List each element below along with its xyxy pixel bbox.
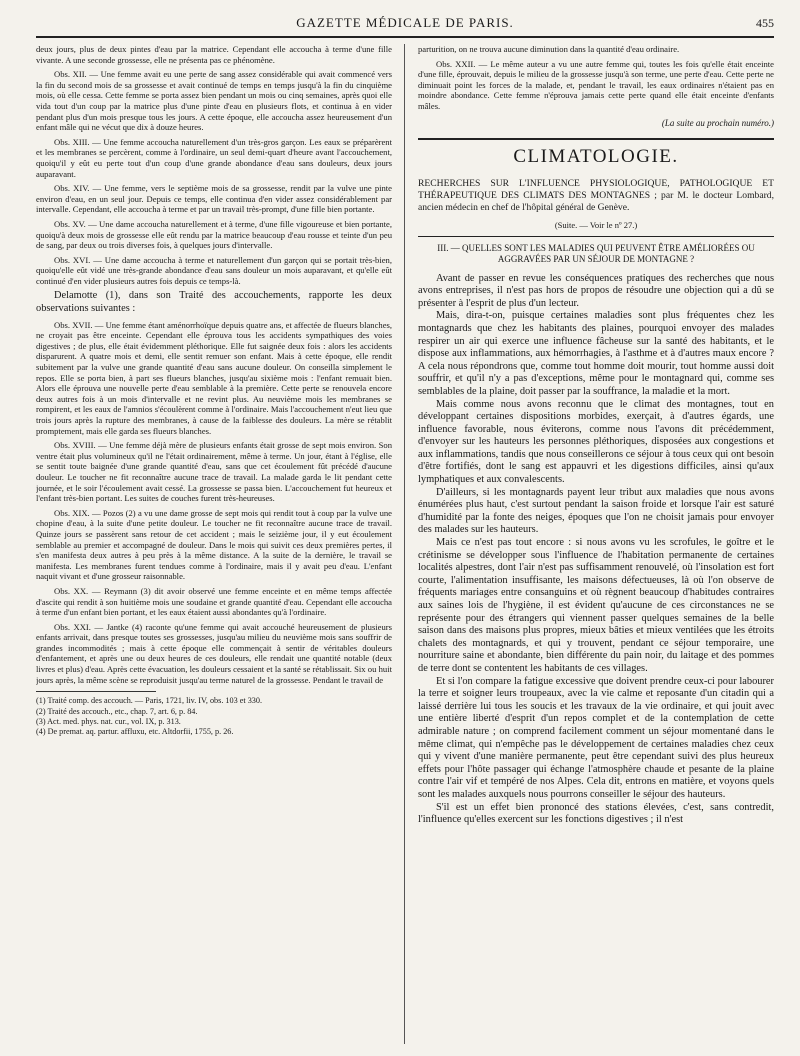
footnote: (3) Act. med. phys. nat. cur., vol. IX, p. 313. [36, 717, 181, 727]
article-paragraph: S'il est un effet bien prononcé des stations élevées, c'est, sans contredit, l'influence qu'elles exercent sur les fonctions digestives ; il n'est [418, 801, 774, 826]
article-paragraph: Et si l'on compare la fatigue excessive que doivent prendre ceux-ci pour labourer la terre et soigner leurs troupeaux, avec la vie calme et reposante d'un citadin qui a laissé derrière lui tous les soucis et les travaux de la vie ordinaire, et qui jouit avec une entière liberté d'esprit d'un repos complet et de la contemplation de cette admirable nature ; on comprend facilement comment un séjour momentané dans le même climat, qui n'empêche pas le développement de certaines maladies chez ceux qui y vivent d'une manière permanente, peut être cependant suivi des plus heureux effets pour l'hôte passager qui échange l'atmosphère chaude et pesante de la plaine contre l'air vif et tempéré de nos Alpes. Cela dit, entrons en matière, et voyons quels sont les malades auxquels nous pourrons conseiller le séjour des hauteurs. [418, 675, 774, 800]
observation-19: Obs. XIX. — Pozos (2) a vu une dame grosse de sept mois qui rendit tout à coup par la vulve une chopine d'eau, à la suite d'une petite douleur. Le toucher ne fit reconnaître aucune trace de travail. Quinze jours se passèrent sans retour de cet accident ; mais le seizième jour, il y eut écoulement semblable au premier et accompagné de douleur. Dans le mois qui suivit ces deux premières pertes, il s'en manifesta deux autres à peu près à la même distance. A la suite de la dernière, le travail se manifesta. Les membranes furent tendues comme à l'ordinaire, mais il y avait peu d'eau. L'enfant naquit vivant et d'une grosseur raisonnable. [36, 507, 392, 582]
observation-13: Obs. XIII. — Une femme accoucha naturellement d'un très-gros garçon. Les eaux se préparèrent et les membranes se percèrent, comme à l'ordinaire, un seul demi-quart d'heure avant l'accouchement, quoiqu'il y eût eu perte tout d'un coup d'une grande abondance d'eau sans douleurs, deux jours auparavant. [36, 136, 392, 179]
footnotes [36, 696, 392, 738]
page-header [36, 10, 774, 38]
footnote: (4) De premat. aq. partur. affluxu, etc. Altdorfii, 1755, p. 26. [36, 727, 234, 737]
continuation-note: (Suite. — Voir le nº 27.) [554, 219, 638, 230]
page-number: 455 [756, 16, 774, 30]
right-column [418, 44, 774, 1044]
intro-paragraph: deux jours, plus de deux pintes d'eau par la matrice. Cependant elle accoucha à terme d'une fille vivante. A une seconde grossesse, elle ne présenta pas ce phénomène. [36, 44, 392, 65]
observation-21: Obs. XXI. — Jantke (4) raconte qu'une femme qui avait accouché heureusement de plusieurs enfants arrivait, dans presque toutes ses grossesses, jusqu'au milieu du neuvième mois sans souffrir de grandes incommodités ; mais à cette époque elle commençait à sentir de véritables douleurs d'enfantement, et après une ou deux heures de ces douleurs, elle rendait une quantité notable (deux livres et plus) d'eau. Après cette évacuation, les douleurs cessaient et la santé se rétablissait. Six ou huit jours après, la même scène se reproduisit jusqu'au terme naturel de la grossesse. Pendant le travail de [36, 621, 392, 685]
article-heading: RECHERCHES SUR L'INFLUENCE PHYSIOLOGIQUE, PATHOLOGIQUE ET THÉRAPEUTIQUE DES CLIMATS DES MONTAGNES ; par M. le docteur Lombard, ancien médecin en chef de l'hôpital général de Genève. [418, 177, 774, 213]
newspaper-page [36, 10, 774, 1050]
observation-22: Obs. XXII. — Le même auteur a vu une autre femme qui, toutes les fois qu'elle était enceinte d'une fille, éprouvait, depuis le milieu de la grossesse jusqu'à son terme, une perte d'eau. Cette perte ne diminuait point les forces de la malade, et, pendant le travail, les eaux ordinaires n'étaient pas en moindre abondance. Cette femme n'éprouva jamais cette perte quand elle était enceinte d'enfants mâles. [418, 58, 774, 111]
observation-14: Obs. XIV. — Une femme, vers le septième mois de sa grossesse, rendit par la vulve une pinte environ d'eau, en un seul jour. Depuis ce temps, elle continua d'en vider assez considérablement par intervalle. Cependant, elle accoucha à terme et par un travail très-prompt, d'une fille bien portante. [36, 183, 392, 215]
column-divider [404, 44, 405, 1044]
article-paragraph: D'ailleurs, si les montagnards payent leur tribut aux maladies que nous avons énumérées plus haut, c'est surtout pendant la saison froide et lorsque l'air est saturé d'humidité par la fonte des neiges, époques que l'on ne choisit jamais pour envoyer des malades sur les hauteurs. [418, 486, 774, 536]
observation-18: Obs. XVIII. — Une femme déjà mère de plusieurs enfants était grosse de sept mois environ. Son ventre était plus volumineux qu'il ne l'était ordinairement, même à terme. Un jour, étant à l'église, elle se sentit toute baignée d'une grande quantité d'eau, sans que cet écoulement fût précédé d'aucune douleur. Le toucher ne fit reconnaître aucune trace de travail. La malade garda le lit pendant cette journée, et le soir l'écoulement avait cessé. La grossesse se passa bien. L'accouchement fut heureux et l'enfant très-bien portant. Les suites de couches furent très-heureuses. [36, 440, 392, 504]
observation-15: Obs. XV. — Une dame accoucha naturellement et à terme, d'une fille vigoureuse et bien portante, quoiqu'à deux mois de grossesse elle eût rendu par la matrice beaucoup d'eau rousse et teinte d'un peu de sang, par deux ou trois diverses fois, à quelques jours d'intervalle. [36, 218, 392, 251]
left-column [36, 44, 392, 1044]
observation-17: Obs. XVII. — Une femme étant aménorrhoïque depuis quatre ans, et affectée de flueurs blanches, ne croyait pas être enceinte. Cependant elle éprouva tous les accidents sympathiques des voies digestives ; de plus, elle était évidemment pléthorique. Elle fut saignée deux fois : alors les accidents disparurent. A quatre mois et demi, elle sentit remuer son enfant. Mais à cette époque, elle rendit subitement par la vulve une grande quantité d'eau sans aucune douleur. On conseilla simplement le repos. Elle se porta bien, à part ses flueurs blanches, jusqu'au sixième mois : l'enfant remuait bien. Alors elle éprouva une nouvelle perte d'eau semblable à la première. Cette perte se renouvela encore deux autres fois à un mois d'intervalle et ne revint plus. Au neuvième mois les membranes se rompirent, et les eaux de l'amnios s'écoulèrent comme à l'ordinaire. Mais l'accouchement n'eut lieu que trois jours après la rupture des membranes, à cause de la faiblesse des douleurs. La mère se rétablit promptement, mais elle garda ses flueurs blanches. [36, 319, 392, 436]
delamotte-paragraph: Delamotte (1), dans son Traité des accouchements, rapporte les deux observations suivantes : [36, 290, 392, 315]
to-be-continued: (La suite au prochain numéro.) [661, 117, 774, 128]
article-paragraph: Avant de passer en revue les conséquences pratiques des recherches que nous avons entreprises, il n'est pas hors de propos de résoudre une objection qui a dû se présenter à l'esprit de plus d'un lecteur. [418, 272, 774, 309]
footnote: (1) Traité comp. des accouch. — Paris, 1721, liv. IV, obs. 103 et 330. [36, 696, 263, 706]
heading-divider [418, 236, 774, 237]
observation-12: Obs. XII. — Une femme avait eu une perte de sang assez considérable qui avait commencé vers la fin du second mois de sa grossesse et avait continué de temps en temps jusqu'à la fin du cinquième mois, où elle cessa. Cette femme se porta assez bien pendant un mois ou cinq semaines, après quoi elle vida tout d'un coup par la matrice plus d'une pinte d'eau en plusieurs flots, et continua à en vider pendant plus d'un mois presque tous les jours. A cette époque, elle accoucha assez heureusement d'un enfant mâle qui ne vécut que dix à douze heures. [36, 69, 392, 133]
footnote-divider [36, 691, 156, 692]
journal-title: GAZETTE MÉDICALE DE PARIS. [296, 15, 514, 30]
article-paragraph: Mais, dira-t-on, puisque certaines maladies sont plus fréquentes chez les montagnards que chez les habitants des plaines, pourquoi envoyer des malades respirer un air qui exerce une influence fâcheuse sur la santé des habitants, et le dispose aux inflammations, aux hémorrhagies, à l'asthme et à d'autres maux encore ? A cela nous répondrons que, comme tout homme doit mourir, tout homme aussi doit souffrir, et qu'il n'y a pas d'exceptions, même pour le montagnard qui, comme ses semblables de la plaine, doit passer par la souffrance, la maladie et la mort. [418, 310, 774, 397]
article-paragraph: Mais comme nous avons reconnu que le climat des montagnes, tout en développant certaines dispositions morbides, exerçait, à d'autres égards, une influence favorable, nous éviterons, comme nous l'avons dit précédemment, d'envoyer sur les hauteurs les personnes pléthoriques, disposées aux congestions et aux inflammations, tandis que nous conseillerons ce séjour à tous ceux qui ont besoin d'être fortifiés, dont le sang est appauvri et les digestions difficiles, ainsi qu'aux lymphatiques et aux convalescents. [418, 398, 774, 486]
article-paragraph: Mais ce n'est pas tout encore : si nous avons vu les scrofules, le goître et le crétinisme se développer sous l'influence de l'habitation permanente de certaines localités alpestres, dont l'air n'est pas suffisamment renouvelé, où l'insolation est fort courte, l'alimentation insuffisante, les maisons défectueuses, là où l'on observe de fréquents mariages entre consanguins et où règnent beaucoup d'habitudes contraires aux saines lois de l'hygiène, il est évident qu'aucune de ces circonstances ne se représente pour des étrangers qui viennent passer quelques semaines de la belle saison dans des maisons plus propres, mieux bâties et mieux ventilées que les étroits chalets des montagnards, et qui y trouvent, pendant ce séjour temporaire, une nourriture saine et abondante, bien différente du pain noir, du laitage et des pommes de terre dont se contentent les habitants de ces villages. [418, 537, 774, 674]
observation-20: Obs. XX. — Reymann (3) dit avoir observé une femme enceinte et en même temps affectée d'ascite qui rendit à son huitième mois une soudaine et grande quantité d'eau. Cependant elle accoucha à terme d'un enfant bien portant, et les eaux étaient aussi abondantes qu'à l'ordinaire. [36, 585, 392, 618]
columns [36, 44, 774, 1044]
continuation-paragraph: parturition, on ne trouva aucune diminution dans la quantité d'eau ordinaire. [418, 44, 680, 54]
observation-16: Obs. XVI. — Une dame accoucha à terme et naturellement d'un garçon qui se portait très-bien, quoiqu'elle eût vidé une très-grande abondance d'eau sans douleur un mois auparavant, et qu'elle eût continué d'en vider plusieurs autres fois depuis ce temps-là. [36, 254, 392, 286]
section-title: CLIMATOLOGIE. [513, 145, 679, 167]
footnote: (2) Traité des accouch., etc., chap. 7, art. 6, p. 84. [36, 706, 198, 716]
chapter-question: III. — QUELLES SONT LES MALADIES QUI PEUVENT ÊTRE AMÉLIORÉES OU AGGRAVÉES PAR UN SÉJOUR DE MONTAGNE ? [437, 242, 755, 264]
section-divider [418, 138, 774, 140]
